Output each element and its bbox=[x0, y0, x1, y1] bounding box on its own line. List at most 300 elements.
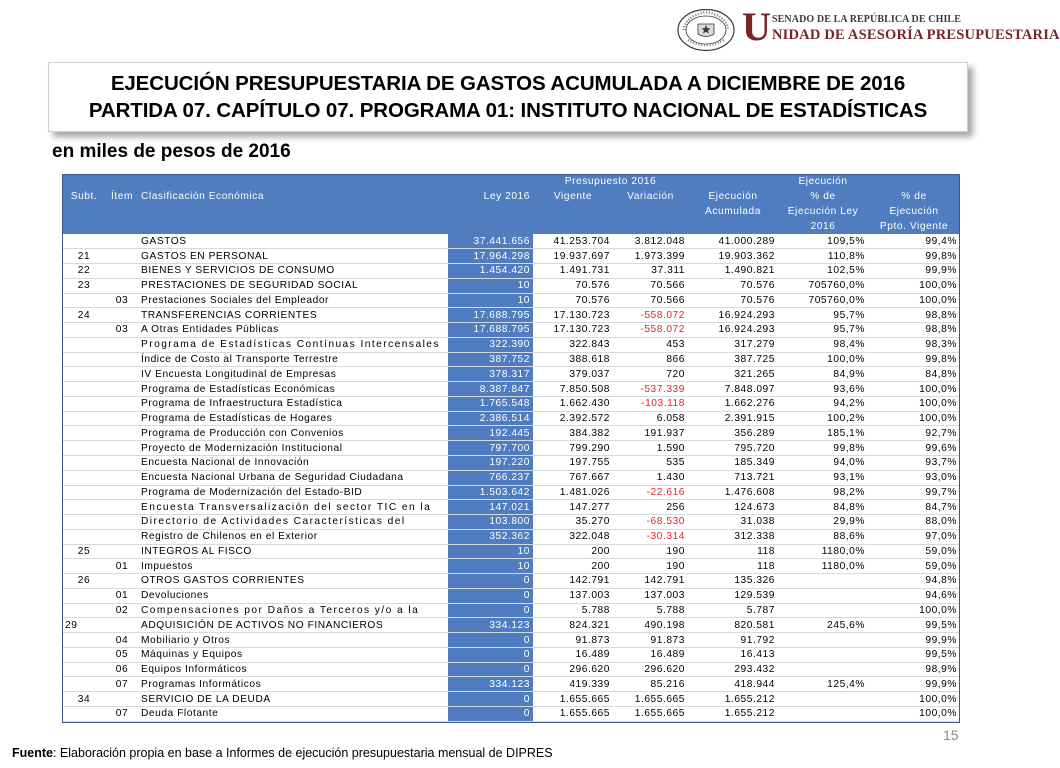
cell-item: 02 bbox=[106, 603, 138, 618]
col-header-clasificacion: Clasificación Económica bbox=[138, 189, 448, 204]
cell-ley: 17.964.298 bbox=[448, 249, 533, 264]
cell-ley: 10 bbox=[448, 293, 533, 308]
cell-variacion: 70.566 bbox=[613, 278, 688, 293]
cell-variacion: 191.937 bbox=[613, 426, 688, 441]
table-row bbox=[62, 500, 960, 515]
cell-ley: 10 bbox=[448, 544, 533, 559]
table-row bbox=[62, 455, 960, 470]
cell-variacion: -558.072 bbox=[613, 323, 688, 338]
cell-clasificacion: Equipos Informáticos bbox=[138, 662, 448, 677]
cell-pct-ley: 109,5% bbox=[778, 234, 868, 249]
cell-pct-ley: 29,9% bbox=[778, 515, 868, 530]
source-note bbox=[12, 746, 553, 760]
cell-ley: 147.021 bbox=[448, 500, 533, 515]
cell-item: 06 bbox=[106, 662, 138, 677]
senate-logo bbox=[676, 4, 1060, 52]
cell-subt: 34 bbox=[62, 692, 106, 707]
cell-subt bbox=[62, 603, 106, 618]
cell-ley: 797.700 bbox=[448, 441, 533, 456]
source-label: Fuente bbox=[12, 746, 53, 760]
cell-ejecucion: 16.924.293 bbox=[688, 323, 778, 338]
cell-clasificacion: INTEGROS AL FISCO bbox=[138, 544, 448, 559]
cell-variacion: 1.655.665 bbox=[613, 692, 688, 707]
group-header-presupuesto: Presupuesto 2016 bbox=[533, 174, 688, 189]
cell-vigente: 142.791 bbox=[533, 574, 613, 589]
cell-pct-ley: 98,2% bbox=[778, 485, 868, 500]
cell-item bbox=[106, 426, 138, 441]
cell-pct-ley: 705760,0% bbox=[778, 293, 868, 308]
table-row bbox=[62, 603, 960, 618]
cell-clasificacion: TRANSFERENCIAS CORRIENTES bbox=[138, 308, 448, 323]
cell-ley: 192.445 bbox=[448, 426, 533, 441]
table-row bbox=[62, 249, 960, 264]
cell-vigente: 388.618 bbox=[533, 352, 613, 367]
cell-item bbox=[106, 234, 138, 249]
cell-variacion: -558.072 bbox=[613, 308, 688, 323]
cell-item bbox=[106, 308, 138, 323]
cell-pct-vigente: 99,8% bbox=[868, 352, 960, 367]
cell-variacion: 91.873 bbox=[613, 633, 688, 648]
cell-item: 03 bbox=[106, 293, 138, 308]
cell-subt bbox=[62, 559, 106, 574]
cell-ejecucion: 795.720 bbox=[688, 441, 778, 456]
cell-subt bbox=[62, 323, 106, 338]
table-row bbox=[62, 367, 960, 382]
cell-variacion: 1.430 bbox=[613, 470, 688, 485]
table-row bbox=[62, 352, 960, 367]
cell-item: 01 bbox=[106, 588, 138, 603]
table-row bbox=[62, 470, 960, 485]
cell-variacion: 190 bbox=[613, 544, 688, 559]
cell-variacion: 1.655.665 bbox=[613, 707, 688, 722]
cell-ejecucion: 820.581 bbox=[688, 618, 778, 633]
cell-item bbox=[106, 278, 138, 293]
cell-subt: 29 bbox=[62, 618, 106, 633]
cell-vigente: 16.489 bbox=[533, 647, 613, 662]
cell-pct-ley: 84,9% bbox=[778, 367, 868, 382]
cell-subt: 22 bbox=[62, 264, 106, 279]
cell-ejecucion: 418.944 bbox=[688, 677, 778, 692]
cell-clasificacion: OTROS GASTOS CORRIENTES bbox=[138, 574, 448, 589]
table-row bbox=[62, 588, 960, 603]
cell-ejecucion: 1.655.212 bbox=[688, 707, 778, 722]
cell-vigente: 379.037 bbox=[533, 367, 613, 382]
cell-item bbox=[106, 441, 138, 456]
cell-pct-vigente: 98,3% bbox=[868, 337, 960, 352]
senate-seal-icon bbox=[676, 8, 736, 52]
cell-variacion: 5.788 bbox=[613, 603, 688, 618]
cell-pct-ley: 84,8% bbox=[778, 500, 868, 515]
cell-pct-ley: 110,8% bbox=[778, 249, 868, 264]
cell-variacion: 453 bbox=[613, 337, 688, 352]
cell-subt bbox=[62, 441, 106, 456]
cell-vigente: 7.850.508 bbox=[533, 382, 613, 397]
cell-pct-ley bbox=[778, 647, 868, 662]
cell-item bbox=[106, 411, 138, 426]
col-header-subt: Subt. bbox=[62, 189, 106, 204]
cell-item bbox=[106, 337, 138, 352]
title-line-2: PARTIDA 07. CAPÍTULO 07. PROGRAMA 01: INSTITUTO NACIONAL DE ESTADÍSTICAS bbox=[88, 99, 928, 122]
cell-clasificacion: Devoluciones bbox=[138, 588, 448, 603]
table-row bbox=[62, 323, 960, 338]
cell-item bbox=[106, 544, 138, 559]
cell-item bbox=[106, 485, 138, 500]
cell-variacion: 16.489 bbox=[613, 647, 688, 662]
cell-clasificacion: GASTOS bbox=[138, 234, 448, 249]
cell-variacion: 490.198 bbox=[613, 618, 688, 633]
cell-ejecucion: 312.338 bbox=[688, 529, 778, 544]
table-row bbox=[62, 647, 960, 662]
cell-pct-vigente: 100,0% bbox=[868, 396, 960, 411]
table-row bbox=[62, 337, 960, 352]
page-number: 15 bbox=[943, 727, 959, 743]
cell-vigente: 1.481.026 bbox=[533, 485, 613, 500]
cell-ley: 2.386.514 bbox=[448, 411, 533, 426]
table-row bbox=[62, 308, 960, 323]
table-row bbox=[62, 574, 960, 589]
cell-pct-ley: 93,6% bbox=[778, 382, 868, 397]
cell-ley: 8.387.847 bbox=[448, 382, 533, 397]
cell-pct-ley: 100,2% bbox=[778, 411, 868, 426]
cell-subt bbox=[62, 352, 106, 367]
cell-pct-ley: 100,0% bbox=[778, 352, 868, 367]
col-header-item: Ítem bbox=[106, 189, 138, 204]
cell-ley: 0 bbox=[448, 588, 533, 603]
cell-ley: 17.688.795 bbox=[448, 323, 533, 338]
cell-variacion: 3.812.048 bbox=[613, 234, 688, 249]
cell-pct-vigente: 88,0% bbox=[868, 515, 960, 530]
group-header-ejecucion: Ejecución bbox=[778, 174, 868, 189]
cell-variacion: 190 bbox=[613, 559, 688, 574]
cell-pct-vigente: 100,0% bbox=[868, 382, 960, 397]
cell-pct-vigente: 93,7% bbox=[868, 455, 960, 470]
cell-ley: 0 bbox=[448, 574, 533, 589]
cell-item bbox=[106, 574, 138, 589]
cell-ejecucion: 19.903.362 bbox=[688, 249, 778, 264]
cell-subt bbox=[62, 367, 106, 382]
cell-pct-vigente: 99,9% bbox=[868, 677, 960, 692]
table-row bbox=[62, 278, 960, 293]
cell-subt bbox=[62, 647, 106, 662]
cell-pct-vigente: 59,0% bbox=[868, 544, 960, 559]
cell-vigente: 70.576 bbox=[533, 293, 613, 308]
cell-ley: 1.503.642 bbox=[448, 485, 533, 500]
subtitle: en miles de pesos de 2016 bbox=[52, 141, 291, 162]
cell-pct-vigente: 84,7% bbox=[868, 500, 960, 515]
cell-ley: 352.362 bbox=[448, 529, 533, 544]
cell-item: 03 bbox=[106, 323, 138, 338]
cell-clasificacion: Programa de Estadísticas Contínuas Intercensales bbox=[138, 337, 448, 352]
title-box bbox=[48, 62, 968, 132]
cell-pct-vigente: 100,0% bbox=[868, 603, 960, 618]
cell-ley: 103.800 bbox=[448, 515, 533, 530]
cell-clasificacion: GASTOS EN PERSONAL bbox=[138, 249, 448, 264]
table-row bbox=[62, 382, 960, 397]
cell-pct-ley: 102,5% bbox=[778, 264, 868, 279]
cell-pct-ley bbox=[778, 603, 868, 618]
cell-subt bbox=[62, 662, 106, 677]
cell-ejecucion: 293.432 bbox=[688, 662, 778, 677]
cell-clasificacion: Índice de Costo al Transporte Terrestre bbox=[138, 352, 448, 367]
cell-clasificacion: Registro de Chilenos en el Exterior bbox=[138, 529, 448, 544]
cell-pct-vigente: 99,9% bbox=[868, 633, 960, 648]
cell-variacion: -30.314 bbox=[613, 529, 688, 544]
cell-clasificacion: Programa de Estadísticas Económicas bbox=[138, 382, 448, 397]
cell-ejecucion: 129.539 bbox=[688, 588, 778, 603]
cell-variacion: 70.566 bbox=[613, 293, 688, 308]
cell-subt bbox=[62, 337, 106, 352]
cell-variacion: 1.590 bbox=[613, 441, 688, 456]
col-header-ley: Ley 2016 bbox=[448, 189, 533, 204]
brand-initial: U bbox=[742, 4, 771, 49]
cell-vigente: 200 bbox=[533, 559, 613, 574]
cell-pct-vigente: 100,0% bbox=[868, 707, 960, 722]
cell-pct-vigente: 92,7% bbox=[868, 426, 960, 441]
cell-subt bbox=[62, 470, 106, 485]
table-row bbox=[62, 707, 960, 722]
table-row bbox=[62, 544, 960, 559]
cell-ley: 1.765.548 bbox=[448, 396, 533, 411]
table-row bbox=[62, 411, 960, 426]
cell-vigente: 1.662.430 bbox=[533, 396, 613, 411]
cell-variacion: -103.118 bbox=[613, 396, 688, 411]
cell-subt bbox=[62, 426, 106, 441]
title-line-1: EJECUCIÓN PRESUPUESTARIA DE GASTOS ACUMULADA A DICIEMBRE DE 2016 bbox=[110, 72, 906, 95]
cell-item: 01 bbox=[106, 559, 138, 574]
cell-pct-ley bbox=[778, 692, 868, 707]
cell-ejecucion: 31.038 bbox=[688, 515, 778, 530]
cell-pct-ley: 1180,0% bbox=[778, 544, 868, 559]
cell-vigente: 91.873 bbox=[533, 633, 613, 648]
cell-subt bbox=[62, 707, 106, 722]
cell-ejecucion: 1.476.608 bbox=[688, 485, 778, 500]
cell-clasificacion: Prestaciones Sociales del Empleador bbox=[138, 293, 448, 308]
cell-vigente: 322.048 bbox=[533, 529, 613, 544]
source-text: : Elaboración propia en base a Informes de ejecución presupuestaria mensual de DIPRES bbox=[52, 746, 553, 760]
cell-ejecucion: 41.000.289 bbox=[688, 234, 778, 249]
cell-vigente: 137.003 bbox=[533, 588, 613, 603]
table-row bbox=[62, 441, 960, 456]
cell-item bbox=[106, 500, 138, 515]
cell-ejecucion: 356.289 bbox=[688, 426, 778, 441]
cell-clasificacion: Encuesta Transversalización del sector TIC en la bbox=[138, 500, 448, 515]
cell-clasificacion: Deuda Flotante bbox=[138, 707, 448, 722]
cell-vigente: 35.270 bbox=[533, 515, 613, 530]
cell-pct-ley bbox=[778, 633, 868, 648]
cell-clasificacion: BIENES Y SERVICIOS DE CONSUMO bbox=[138, 264, 448, 279]
cell-pct-ley: 94,0% bbox=[778, 455, 868, 470]
cell-variacion: 866 bbox=[613, 352, 688, 367]
cell-pct-ley: 185,1% bbox=[778, 426, 868, 441]
cell-ley: 197.220 bbox=[448, 455, 533, 470]
cell-pct-vigente: 99,8% bbox=[868, 249, 960, 264]
cell-clasificacion: Programa de Estadísticas de Hogares bbox=[138, 411, 448, 426]
cell-clasificacion: Programa de Infraestructura Estadística bbox=[138, 396, 448, 411]
table-row bbox=[62, 662, 960, 677]
table-row bbox=[62, 396, 960, 411]
cell-vigente: 2.392.572 bbox=[533, 411, 613, 426]
cell-ley: 10 bbox=[448, 559, 533, 574]
cell-ley: 1.454.420 bbox=[448, 264, 533, 279]
cell-item bbox=[106, 529, 138, 544]
cell-ley: 387.752 bbox=[448, 352, 533, 367]
cell-clasificacion: Proyecto de Modernización Institucional bbox=[138, 441, 448, 456]
cell-pct-vigente: 99,5% bbox=[868, 647, 960, 662]
cell-pct-ley: 99,8% bbox=[778, 441, 868, 456]
cell-ejecucion: 16.413 bbox=[688, 647, 778, 662]
cell-subt bbox=[62, 633, 106, 648]
cell-vigente: 41.253.704 bbox=[533, 234, 613, 249]
cell-vigente: 1.655.665 bbox=[533, 692, 613, 707]
cell-ejecucion: 5.787 bbox=[688, 603, 778, 618]
cell-ley: 322.390 bbox=[448, 337, 533, 352]
cell-ejecucion: 1.655.212 bbox=[688, 692, 778, 707]
cell-ejecucion: 124.673 bbox=[688, 500, 778, 515]
cell-subt bbox=[62, 293, 106, 308]
cell-pct-vigente: 97,0% bbox=[868, 529, 960, 544]
table-row bbox=[62, 234, 960, 249]
cell-pct-vigente: 98,8% bbox=[868, 323, 960, 338]
cell-ejecucion: 70.576 bbox=[688, 278, 778, 293]
cell-ejecucion: 70.576 bbox=[688, 293, 778, 308]
cell-item bbox=[106, 249, 138, 264]
cell-subt bbox=[62, 500, 106, 515]
cell-variacion: 720 bbox=[613, 367, 688, 382]
cell-pct-ley: 95,7% bbox=[778, 308, 868, 323]
cell-subt bbox=[62, 485, 106, 500]
cell-vigente: 1.491.731 bbox=[533, 264, 613, 279]
institution-big-label: NIDAD DE ASESORÍA PRESUPUESTARIA bbox=[772, 27, 1060, 43]
cell-variacion: 1.973.399 bbox=[613, 249, 688, 264]
cell-variacion: 137.003 bbox=[613, 588, 688, 603]
cell-clasificacion: Programas Informáticos bbox=[138, 677, 448, 692]
cell-clasificacion: Máquinas y Equipos bbox=[138, 647, 448, 662]
cell-ejecucion: 16.924.293 bbox=[688, 308, 778, 323]
cell-ley: 0 bbox=[448, 633, 533, 648]
table-row bbox=[62, 559, 960, 574]
cell-pct-ley: 93,1% bbox=[778, 470, 868, 485]
cell-pct-vigente: 99,4% bbox=[868, 234, 960, 249]
cell-pct-vigente: 100,0% bbox=[868, 278, 960, 293]
cell-item bbox=[106, 692, 138, 707]
col-header-pct-ley-3: 2016 bbox=[778, 219, 868, 234]
cell-clasificacion: ADQUISICIÓN DE ACTIVOS NO FINANCIEROS bbox=[138, 618, 448, 633]
cell-vigente: 384.382 bbox=[533, 426, 613, 441]
col-header-pct-vigente-3: Ppto. Vigente bbox=[868, 219, 960, 234]
col-header-ejecucion-2: Acumulada bbox=[688, 204, 778, 219]
table-row bbox=[62, 264, 960, 279]
cell-ley: 334.123 bbox=[448, 618, 533, 633]
cell-pct-vigente: 99,9% bbox=[868, 264, 960, 279]
cell-clasificacion: Encuesta Nacional de Innovación bbox=[138, 455, 448, 470]
cell-clasificacion: Impuestos bbox=[138, 559, 448, 574]
col-header-pct-vigente-1: % de bbox=[868, 189, 960, 204]
col-header-pct-ley-1: % de bbox=[778, 189, 868, 204]
cell-pct-ley bbox=[778, 574, 868, 589]
cell-ley: 37.441.656 bbox=[448, 234, 533, 249]
table-row bbox=[62, 677, 960, 692]
cell-variacion: -22.616 bbox=[613, 485, 688, 500]
cell-clasificacion: Encuesta Nacional Urbana de Seguridad Ciudadana bbox=[138, 470, 448, 485]
cell-subt bbox=[62, 529, 106, 544]
cell-pct-vigente: 59,0% bbox=[868, 559, 960, 574]
table-header bbox=[62, 174, 960, 234]
cell-vigente: 200 bbox=[533, 544, 613, 559]
cell-item: 05 bbox=[106, 647, 138, 662]
cell-item bbox=[106, 515, 138, 530]
cell-pct-vigente: 93,0% bbox=[868, 470, 960, 485]
cell-pct-vigente: 99,5% bbox=[868, 618, 960, 633]
cell-pct-ley: 98,4% bbox=[778, 337, 868, 352]
cell-ejecucion: 2.391.915 bbox=[688, 411, 778, 426]
cell-pct-vigente: 98,9% bbox=[868, 662, 960, 677]
cell-pct-vigente: 84,8% bbox=[868, 367, 960, 382]
cell-vigente: 799.290 bbox=[533, 441, 613, 456]
cell-ley: 0 bbox=[448, 692, 533, 707]
cell-ley: 334.123 bbox=[448, 677, 533, 692]
cell-subt bbox=[62, 382, 106, 397]
cell-ejecucion: 118 bbox=[688, 559, 778, 574]
cell-vigente: 1.655.665 bbox=[533, 707, 613, 722]
cell-subt bbox=[62, 588, 106, 603]
cell-pct-ley: 245,6% bbox=[778, 618, 868, 633]
cell-pct-ley: 125,4% bbox=[778, 677, 868, 692]
cell-vigente: 322.843 bbox=[533, 337, 613, 352]
col-header-variacion: Variación bbox=[613, 189, 688, 204]
cell-pct-vigente: 100,0% bbox=[868, 692, 960, 707]
cell-subt bbox=[62, 515, 106, 530]
cell-pct-vigente: 100,0% bbox=[868, 293, 960, 308]
table-row bbox=[62, 515, 960, 530]
budget-table bbox=[62, 174, 960, 722]
cell-ejecucion: 321.265 bbox=[688, 367, 778, 382]
cell-ejecucion: 118 bbox=[688, 544, 778, 559]
cell-variacion: 256 bbox=[613, 500, 688, 515]
cell-pct-ley: 95,7% bbox=[778, 323, 868, 338]
cell-ejecucion: 387.725 bbox=[688, 352, 778, 367]
cell-variacion: 296.620 bbox=[613, 662, 688, 677]
cell-vigente: 17.130.723 bbox=[533, 323, 613, 338]
cell-ley: 0 bbox=[448, 603, 533, 618]
cell-ejecucion: 185.349 bbox=[688, 455, 778, 470]
cell-vigente: 296.620 bbox=[533, 662, 613, 677]
cell-clasificacion: Compensaciones por Daños a Terceros y/o a la bbox=[138, 603, 448, 618]
cell-ejecucion: 1.662.276 bbox=[688, 396, 778, 411]
cell-pct-ley bbox=[778, 707, 868, 722]
cell-vigente: 197.755 bbox=[533, 455, 613, 470]
cell-item bbox=[106, 264, 138, 279]
cell-variacion: 85.216 bbox=[613, 677, 688, 692]
cell-clasificacion: Mobiliario y Otros bbox=[138, 633, 448, 648]
cell-item bbox=[106, 352, 138, 367]
cell-pct-vigente: 99,6% bbox=[868, 441, 960, 456]
table-row bbox=[62, 618, 960, 633]
cell-ley: 0 bbox=[448, 647, 533, 662]
col-header-pct-ley-2: Ejecución Ley bbox=[778, 204, 868, 219]
cell-item: 07 bbox=[106, 677, 138, 692]
cell-item bbox=[106, 618, 138, 633]
cell-ley: 10 bbox=[448, 278, 533, 293]
cell-item bbox=[106, 470, 138, 485]
cell-clasificacion: Directorio de Actividades Características del bbox=[138, 515, 448, 530]
cell-ejecucion: 1.490.821 bbox=[688, 264, 778, 279]
cell-pct-ley bbox=[778, 662, 868, 677]
cell-subt bbox=[62, 396, 106, 411]
cell-pct-ley: 1180,0% bbox=[778, 559, 868, 574]
cell-subt bbox=[62, 234, 106, 249]
cell-variacion: 535 bbox=[613, 455, 688, 470]
cell-ejecucion: 91.792 bbox=[688, 633, 778, 648]
